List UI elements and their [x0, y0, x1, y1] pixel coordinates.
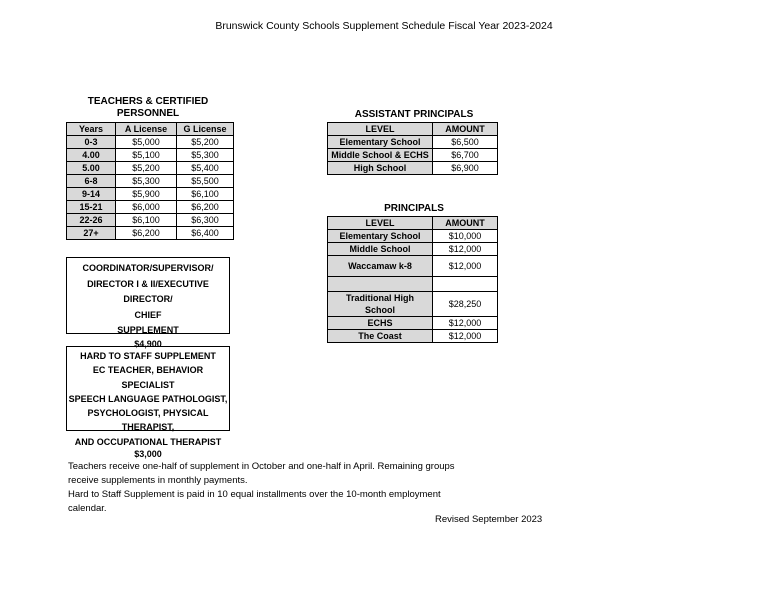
principals-table	[327, 216, 498, 343]
principals-heading: PRINCIPALS	[384, 203, 444, 214]
g-license-cell: $6,400	[177, 227, 234, 240]
coordinator-line: COORDINATOR/SUPERVISOR/	[82, 263, 214, 273]
years-cell: 6-8	[67, 175, 116, 188]
level-cell	[328, 277, 433, 292]
level-cell: Traditional High School	[328, 292, 433, 317]
note-line: Hard to Staff Supplement is paid in 10 equal installments over the 10-month employment	[68, 489, 441, 500]
column-header: LEVEL	[328, 123, 433, 136]
hard-to-staff-line: HARD TO STAFF SUPPLEMENT	[80, 351, 216, 361]
level-cell: The Coast	[328, 330, 433, 343]
a-license-cell: $5,900	[116, 188, 177, 201]
g-license-cell: $5,200	[177, 136, 234, 149]
teachers-heading	[66, 96, 230, 120]
note-line: calendar.	[68, 503, 107, 514]
notes	[68, 460, 455, 516]
years-cell: 22-26	[67, 214, 116, 227]
table-row	[328, 243, 498, 256]
coordinator-supplement-box	[66, 257, 230, 349]
table-row	[328, 317, 498, 330]
level-cell: Middle School & ECHS	[328, 149, 433, 162]
level-cell: ECHS	[328, 317, 433, 330]
years-cell: 9-14	[67, 188, 116, 201]
table-row	[67, 227, 234, 240]
note-line: receive supplements in monthly payments.	[68, 475, 248, 486]
amount-cell: $6,900	[433, 162, 498, 175]
a-license-cell: $5,300	[116, 175, 177, 188]
coordinator-amount: $4,900	[134, 338, 162, 349]
hard-to-staff-line: SPEECH LANGUAGE PATHOLOGIST,	[68, 393, 228, 404]
table-row	[328, 256, 498, 277]
coordinator-line: CHIEF	[134, 309, 162, 320]
level-cell: High School	[328, 162, 433, 175]
amount-cell: $12,000	[433, 330, 498, 343]
amount-cell: $28,250	[433, 292, 498, 317]
amount-cell: $10,000	[433, 230, 498, 243]
a-license-cell: $6,200	[116, 227, 177, 240]
years-cell: 4.00	[67, 149, 116, 162]
hard-to-staff-amount: $3,000	[134, 449, 162, 460]
table-row	[67, 149, 234, 162]
table-row	[328, 136, 498, 149]
level-cell: Waccamaw k-8	[328, 256, 433, 277]
amount-cell	[433, 277, 498, 292]
teachers-heading-line1: TEACHERS & CERTIFIED	[87, 96, 209, 107]
table-row	[67, 188, 234, 201]
table-row	[328, 292, 498, 317]
amount-cell: $12,000	[433, 256, 498, 277]
years-cell: 15-21	[67, 201, 116, 214]
page-title: Brunswick County Schools Supplement Schedule Fiscal Year 2023-2024	[215, 20, 553, 32]
g-license-cell: $5,300	[177, 149, 234, 162]
hard-to-staff-box	[66, 346, 230, 460]
table-row	[328, 230, 498, 243]
table-row	[67, 214, 234, 227]
table-row	[67, 201, 234, 214]
table-header-row	[67, 123, 234, 136]
hard-to-staff-line: EC TEACHER, BEHAVIOR SPECIALIST	[92, 365, 204, 390]
hard-to-staff-line: AND OCCUPATIONAL THERAPIST	[74, 436, 222, 447]
table-header-row	[328, 123, 498, 136]
table-row	[328, 330, 498, 343]
column-header: Years	[67, 123, 116, 136]
teachers-heading-line2: PERSONNEL	[116, 108, 180, 119]
revised-date: Revised September 2023	[435, 514, 543, 525]
years-cell: 0-3	[67, 136, 116, 149]
column-header: G License	[177, 123, 234, 136]
table-row	[328, 277, 498, 292]
table-row	[328, 149, 498, 162]
table-header-row	[328, 217, 498, 230]
a-license-cell: $6,000	[116, 201, 177, 214]
column-header: AMOUNT	[433, 123, 498, 136]
g-license-cell: $5,400	[177, 162, 234, 175]
a-license-cell: $5,200	[116, 162, 177, 175]
a-license-cell: $5,000	[116, 136, 177, 149]
level-cell: Elementary School	[328, 136, 433, 149]
amount-cell: $6,700	[433, 149, 498, 162]
table-row	[328, 162, 498, 175]
teachers-table	[66, 122, 234, 240]
column-header: LEVEL	[328, 217, 433, 230]
note-line: Teachers receive one-half of supplement in October and one-half in April. Remaining groups	[68, 461, 455, 472]
g-license-cell: $6,200	[177, 201, 234, 214]
g-license-cell: $5,500	[177, 175, 234, 188]
table-row	[67, 175, 234, 188]
amount-cell: $12,000	[433, 317, 498, 330]
hard-to-staff-line: PSYCHOLOGIST, PHYSICAL THERAPIST,	[87, 408, 209, 433]
column-header: A License	[116, 123, 177, 136]
amount-cell: $12,000	[433, 243, 498, 256]
years-cell: 5.00	[67, 162, 116, 175]
table-row	[67, 162, 234, 175]
level-cell: Middle School	[328, 243, 433, 256]
years-cell: 27+	[67, 227, 116, 240]
g-license-cell: $6,100	[177, 188, 234, 201]
assistant-principals-table	[327, 122, 498, 175]
amount-cell: $6,500	[433, 136, 498, 149]
a-license-cell: $5,100	[116, 149, 177, 162]
assistant-principals-heading: ASSISTANT PRINCIPALS	[354, 109, 474, 120]
coordinator-line: DIRECTOR I & II/EXECUTIVE DIRECTOR/	[87, 278, 209, 304]
column-header: AMOUNT	[433, 217, 498, 230]
g-license-cell: $6,300	[177, 214, 234, 227]
a-license-cell: $6,100	[116, 214, 177, 227]
table-row	[67, 136, 234, 149]
coordinator-line: SUPPLEMENT	[117, 325, 179, 335]
level-cell: Elementary School	[328, 230, 433, 243]
